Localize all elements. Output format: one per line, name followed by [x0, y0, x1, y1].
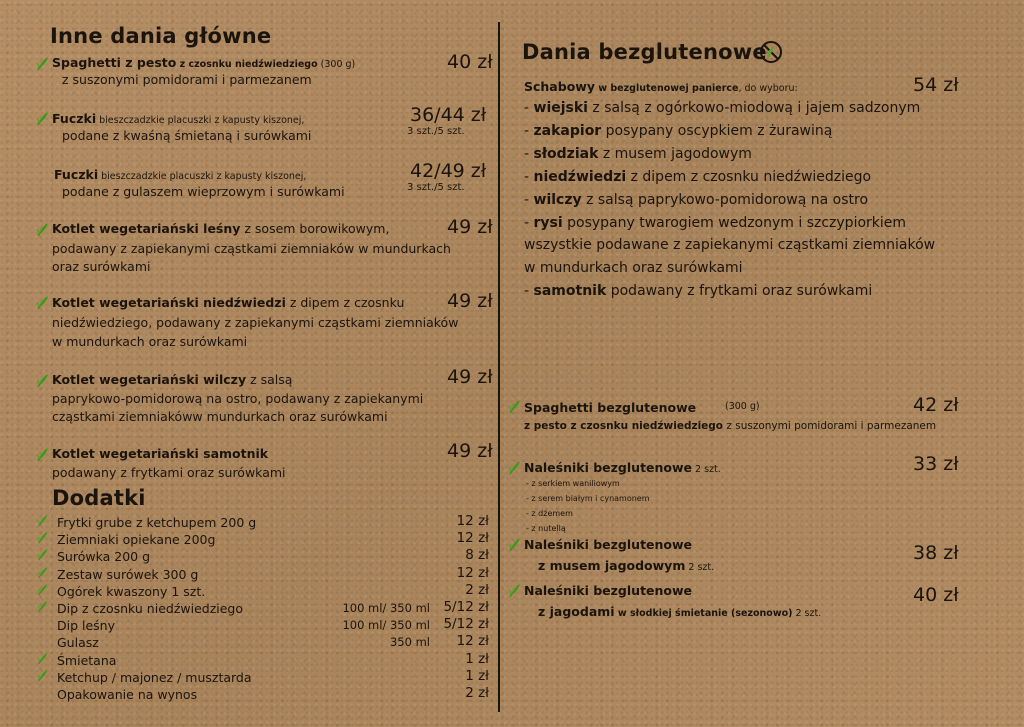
addon-name: Ogórek kwaszony 1 szt.	[57, 583, 206, 599]
menu-item-desc: podane z kwaśną śmietaną i surówkami	[62, 128, 312, 143]
addon-size: 350 ml	[389, 635, 430, 650]
menu-note: w mundurkach oraz surówkami	[524, 260, 743, 276]
addon-price: 1 zł	[465, 667, 489, 684]
leaf-icon	[36, 110, 50, 126]
addon-price: 12 zł	[456, 530, 489, 547]
addon-price: 2 zł	[465, 685, 489, 701]
leaf-icon	[36, 446, 50, 462]
price: 54 zł	[913, 74, 959, 96]
price: 40 zł	[447, 51, 493, 73]
menu-item: Kotlet wegetariański leśny z sosem borowikowym,	[52, 221, 390, 236]
menu-item-desc: w mundurkach oraz surówkami	[52, 334, 248, 349]
leaf-icon	[37, 651, 49, 665]
menu-item-desc: z pesto z czosnku niedźwiedziego z suszonymi pomidorami i parmezanem	[524, 420, 937, 432]
addon-name: Gulasz	[57, 635, 99, 651]
price: 36/44 zł	[410, 104, 487, 126]
price: 42 zł	[913, 394, 959, 416]
leaf-icon	[36, 372, 50, 388]
menu-item-desc: cząstkami ziemniakóww mundurkach oraz surówkami	[52, 409, 388, 424]
column-divider	[498, 22, 500, 712]
menu-item: Naleśniki bezglutenowe 2 szt.	[524, 460, 721, 475]
menu-item: Naleśniki bezglutenowe	[524, 537, 693, 552]
schab-option: - zakapior posypany oscypkiem z żurawiną	[524, 123, 833, 139]
leaf-icon	[37, 668, 49, 682]
leaf-icon	[508, 536, 522, 552]
quantity: 3 szt./5 szt.	[407, 126, 465, 137]
menu-item-desc: podawany z frytkami oraz surówkami	[52, 465, 286, 480]
leaf-icon	[37, 530, 49, 544]
filling-item: - z nutellą	[526, 524, 566, 533]
addon-name: Ketchup / majonez / musztarda	[57, 669, 252, 685]
schab-option: - rysi posypany twarogiem wedzonym i szczypiorkiem	[524, 215, 907, 231]
menu-item-desc: podawany z zapiekanymi cząstkami ziemniaków w mundurkach	[52, 241, 451, 256]
addon-name: Opakowanie na wynos	[57, 687, 198, 702]
filling-item: - z serem białym i cynamonem	[526, 494, 650, 503]
addon-name: Surówka 200 g	[57, 549, 151, 565]
addon-price: 8 zł	[465, 547, 489, 564]
addon-price: 1 zł	[465, 650, 489, 667]
addon-name: Zestaw surówek 300 g	[57, 566, 199, 582]
menu-item: Fuczki bieszczadzkie placuszki z kapusty kiszonej,	[54, 167, 307, 182]
section-title-main-dishes: Inne dania główne	[50, 24, 272, 48]
price: 33 zł	[913, 453, 959, 475]
menu-item: Naleśniki bezglutenowe	[524, 583, 693, 598]
leaf-icon	[37, 565, 49, 579]
section-title-gluten-free: Dania bezglutenowe	[522, 40, 767, 64]
addon-price: 12 zł	[456, 633, 489, 650]
addon-price: 5/12 zł	[443, 599, 489, 615]
leaf-icon	[37, 582, 49, 596]
menu-item: Spaghetti z pesto z czosnku niedźwiedziego (300 g)	[52, 55, 356, 70]
price: 49 zł	[447, 440, 493, 462]
menu-item: Kotlet wegetariański wilczy z salsą	[52, 372, 293, 387]
menu-item: Kotlet wegetariański samotnik	[52, 446, 269, 461]
leaf-icon	[37, 513, 49, 527]
addon-name: Śmietana	[57, 652, 117, 668]
price: 49 zł	[447, 290, 493, 312]
addon-name: Dip leśny	[57, 618, 116, 634]
menu-note: wszystkie podawane z zapiekanymi cząstkami ziemniaków	[524, 237, 936, 253]
menu-item-desc: z musem jagodowym 2 szt.	[538, 558, 715, 573]
menu-item: Schabowy w bezglutenowej panierce, do wyboru:	[524, 79, 798, 94]
price: 49 zł	[447, 366, 493, 388]
addon-price: 5/12 zł	[443, 616, 489, 633]
leaf-icon	[36, 55, 50, 71]
addon-name: Frytki grube z ketchupem 200 g	[57, 515, 257, 530]
addon-price: 12 zł	[456, 564, 489, 581]
leaf-icon	[508, 582, 522, 598]
addon-price: 2 zł	[465, 581, 489, 598]
leaf-icon	[36, 294, 50, 310]
addon-price: 12 zł	[456, 513, 489, 529]
no-gluten-icon	[759, 40, 783, 64]
schab-option: - słodziak z musem jagodowym	[524, 146, 752, 162]
leaf-icon	[508, 459, 522, 475]
leaf-icon	[36, 221, 50, 237]
price: 40 zł	[913, 584, 959, 606]
price: 49 zł	[447, 216, 493, 238]
menu-item: Fuczki bieszczadzkie placuszki z kapusty kiszonej,	[52, 111, 305, 126]
menu-item: Kotlet wegetariański niedźwiedzi z dipem z czosnku	[52, 295, 405, 310]
schab-option: - wiejski z salsą z ogórkowo-miodową i jajem sadzonym	[524, 100, 921, 116]
addon-name: Dip z czosnku niedźwiedziego	[57, 601, 244, 616]
price: 38 zł	[913, 542, 959, 564]
menu-item-desc: niedźwiedziego, podawany z zapiekanymi cząstkami ziemniaków	[52, 315, 459, 330]
menu-item-desc: paprykowo-pomidorową na ostro, podawany z zapiekanymi	[52, 391, 424, 406]
leaf-icon	[37, 599, 49, 613]
schab-option: - wilczy z salsą paprykowo-pomidorową na ostro	[524, 192, 869, 208]
addon-name: Ziemniaki opiekane 200g	[57, 532, 216, 548]
quantity: 3 szt./5 szt.	[407, 182, 465, 193]
portion-size: (300 g)	[725, 401, 760, 412]
addon-size: 100 ml/ 350 ml	[342, 618, 430, 633]
section-title-addons: Dodatki	[52, 486, 146, 510]
menu-item-desc: oraz surówkami	[52, 259, 151, 274]
menu-item: Spaghetti bezglutenowe	[524, 400, 697, 415]
addon-size: 100 ml/ 350 ml	[342, 601, 430, 615]
leaf-icon	[508, 398, 522, 414]
filling-item: - z dżemem	[526, 509, 573, 518]
leaf-icon	[37, 547, 49, 561]
price: 42/49 zł	[410, 160, 487, 182]
menu-item-desc: podane z gulaszem wieprzowym i surówkami	[62, 184, 345, 199]
schab-option: - niedźwiedzi z dipem z czosnku niedźwiedziego	[524, 169, 872, 185]
filling-item: - z serkiem waniliowym	[526, 479, 620, 488]
menu-item-desc: z suszonymi pomidorami i parmezanem	[62, 72, 312, 87]
menu-item-desc: z jagodami w słodkiej śmietanie (sezonowo) 2 szt.	[538, 604, 822, 619]
schab-option: - samotnik podawany z frytkami oraz surówkami	[524, 283, 873, 299]
